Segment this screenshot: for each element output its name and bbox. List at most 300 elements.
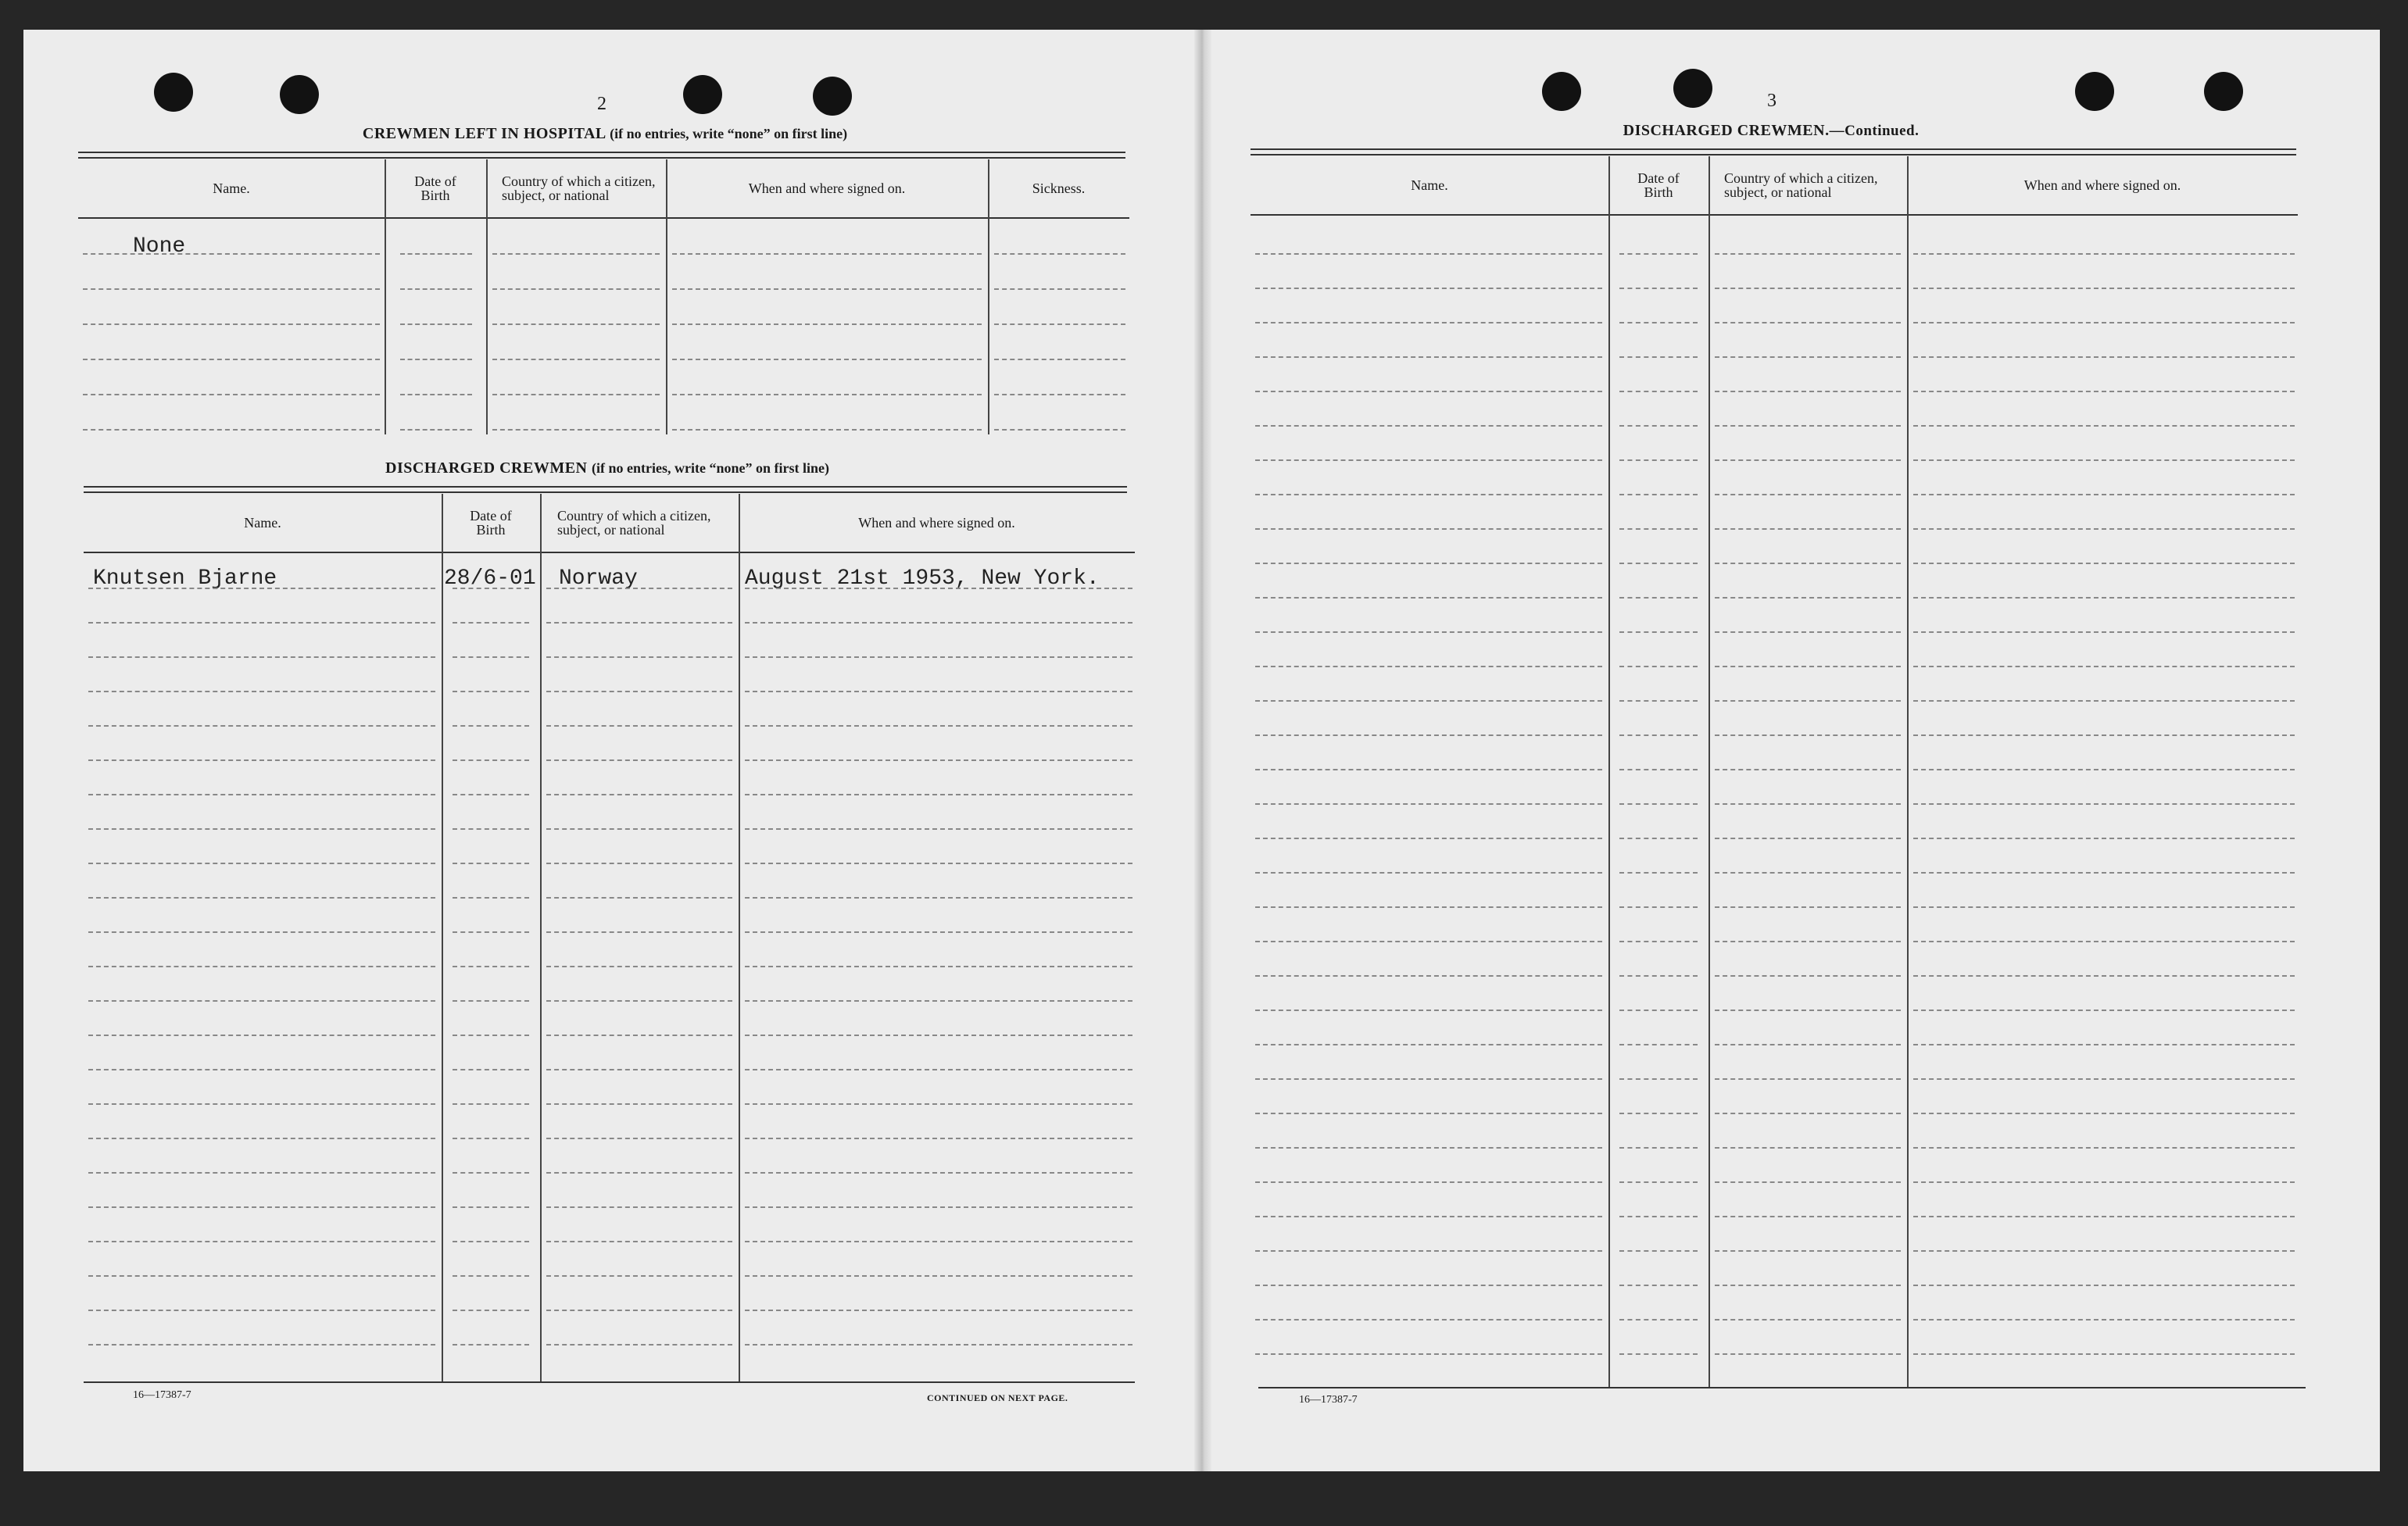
ruled-line: [1255, 563, 1602, 564]
ruled-line: [1619, 253, 1698, 255]
ruled-line: [1255, 597, 1602, 599]
ruled-line: [1715, 769, 1901, 770]
ruled-line: [1913, 838, 2295, 839]
col-header-sickness: Sickness.: [1032, 180, 1086, 196]
ruled-line: [453, 656, 529, 658]
ruled-line: [1255, 1181, 1602, 1183]
punch-hole: [1542, 72, 1581, 111]
ruled-line: [1255, 872, 1602, 874]
col-header-name: Name.: [1411, 177, 1448, 193]
ruled-line: [83, 359, 380, 360]
ruled-line: [1913, 459, 2295, 461]
ruled-line: [1619, 1181, 1698, 1183]
ruled-line: [88, 725, 435, 727]
ruled-line: [745, 1000, 1132, 1002]
ruled-line: [1255, 528, 1602, 530]
ruled-line: [1619, 1010, 1698, 1011]
ruled-line: [672, 323, 982, 325]
hospital-section-title: [363, 125, 847, 143]
ruled-line: [1913, 288, 2295, 289]
ruled-line: [400, 288, 472, 290]
page-number-right: 3: [1767, 91, 1776, 111]
ruled-line: [1715, 941, 1901, 942]
ruled-line: [1913, 253, 2295, 255]
ruled-line: [1715, 975, 1901, 977]
ruled-line: [88, 691, 435, 692]
ruled-line: [492, 394, 660, 395]
ruled-line: [1619, 459, 1698, 461]
ruled-line: [1255, 631, 1602, 633]
ruled-line: [83, 429, 380, 431]
ruled-line: [546, 1138, 732, 1139]
ruled-line: [88, 1206, 435, 1208]
column-divider: [1907, 156, 1909, 1387]
ruled-line: [1255, 1078, 1602, 1080]
ruled-line: [745, 1344, 1132, 1346]
ruled-line: [88, 1035, 435, 1036]
ruled-line: [1715, 700, 1901, 702]
ruled-line: [1715, 253, 1901, 255]
ruled-line: [1619, 1216, 1698, 1217]
ruled-line: [546, 725, 732, 727]
ruled-line: [83, 323, 380, 325]
ruled-line: [1913, 941, 2295, 942]
ruled-line: [1619, 391, 1698, 392]
column-divider: [1608, 156, 1610, 1387]
col-header-signed-on: When and where signed on.: [858, 515, 1015, 531]
ruled-line: [1255, 356, 1602, 358]
ruled-line: [88, 622, 435, 624]
ruled-line: [492, 359, 660, 360]
ruled-line: [1619, 666, 1698, 667]
ruled-line: [745, 1275, 1132, 1277]
ruled-line: [1913, 803, 2295, 805]
ruled-line: [88, 1344, 435, 1346]
ruled-line: [1715, 872, 1901, 874]
ruled-line: [745, 1069, 1132, 1070]
ruled-line: [1255, 1044, 1602, 1045]
hospital-entry-none: None: [133, 234, 186, 259]
column-divider: [385, 159, 386, 434]
ruled-line: [1619, 356, 1698, 358]
column-divider: [1708, 156, 1710, 1387]
ruled-line: [1619, 288, 1698, 289]
ruled-line: [1619, 425, 1698, 427]
ruled-line: [745, 656, 1132, 658]
ruled-line: [745, 691, 1132, 692]
ruled-line: [1619, 906, 1698, 908]
ruled-line: [1619, 1285, 1698, 1286]
ruled-line: [400, 323, 472, 325]
ruled-line: [1619, 1147, 1698, 1149]
column-divider: [666, 159, 667, 434]
ruled-line: [1913, 563, 2295, 564]
ruled-line: [745, 1035, 1132, 1036]
ruled-line: [492, 323, 660, 325]
ruled-line: [745, 588, 1132, 589]
ruled-line: [1913, 1044, 2295, 1045]
ruled-line: [1715, 1285, 1901, 1286]
ruled-line: [1619, 1078, 1698, 1080]
ruled-line: [492, 429, 660, 431]
ruled-line: [88, 588, 435, 589]
ruled-line: [1715, 322, 1901, 323]
ruled-line: [453, 1103, 529, 1105]
ruled-line: [1619, 734, 1698, 736]
continued-note: CONTINUED ON NEXT PAGE.: [927, 1392, 1068, 1403]
ruled-line: [546, 863, 732, 864]
ruled-line: [83, 288, 380, 290]
hospital-title-text: CREWMEN LEFT IN HOSPITAL: [362, 125, 606, 142]
ruled-line: [1913, 528, 2295, 530]
col-header-name: Name.: [244, 515, 281, 531]
header-underline: [78, 217, 1129, 219]
ruled-line: [1913, 975, 2295, 977]
punch-hole: [2075, 72, 2114, 111]
ruled-line: [1619, 563, 1698, 564]
column-divider: [988, 159, 989, 434]
left-bottom-rule: [84, 1381, 1135, 1383]
ruled-line: [1255, 1285, 1602, 1286]
ruled-line: [83, 394, 380, 395]
ruled-line: [745, 897, 1132, 899]
ruled-line: [1255, 734, 1602, 736]
ruled-line: [1619, 494, 1698, 495]
ruled-line: [546, 1000, 732, 1002]
column-divider: [442, 494, 443, 1381]
ruled-line: [1255, 459, 1602, 461]
ruled-line: [1255, 906, 1602, 908]
ruled-line: [1619, 941, 1698, 942]
ruled-line: [546, 1103, 732, 1105]
ruled-line: [88, 794, 435, 795]
discharged-title-note: (if no entries, write “none” on first line): [592, 460, 829, 476]
ruled-line: [546, 931, 732, 933]
discharged-section-title: [385, 459, 829, 477]
column-divider: [540, 494, 542, 1381]
ruled-line: [1255, 1353, 1602, 1355]
hospital-top-rule: [78, 152, 1125, 159]
ruled-line: [1913, 1285, 2295, 1286]
ruled-line: [88, 1172, 435, 1174]
ruled-line: [88, 1275, 435, 1277]
col-header-signed-on: When and where signed on.: [2023, 177, 2181, 193]
ruled-line: [88, 931, 435, 933]
ruled-line: [1913, 356, 2295, 358]
ruled-line: [1715, 838, 1901, 839]
ruled-line: [1255, 1319, 1602, 1321]
ruled-line: [1619, 1353, 1698, 1355]
col-header-dob: Date of Birth: [1637, 170, 1680, 200]
ruled-line: [672, 429, 982, 431]
ruled-line: [1715, 1010, 1901, 1011]
ruled-line: [745, 794, 1132, 795]
ruled-line: [1619, 1250, 1698, 1252]
ruled-line: [1913, 1353, 2295, 1355]
ruled-line: [1255, 494, 1602, 495]
ruled-line: [745, 1138, 1132, 1139]
form-number-left: 16—17387-7: [133, 1389, 191, 1401]
ruled-line: [745, 1241, 1132, 1242]
ruled-line: [1255, 838, 1602, 839]
ruled-line: [1715, 459, 1901, 461]
ruled-line: [672, 394, 982, 395]
ruled-line: [994, 323, 1125, 325]
ruled-line: [546, 1035, 732, 1036]
ruled-line: [994, 359, 1125, 360]
ruled-line: [1255, 1250, 1602, 1252]
ruled-line: [1255, 1147, 1602, 1149]
ruled-line: [1619, 1044, 1698, 1045]
ruled-line: [88, 1138, 435, 1139]
ruled-line: [492, 253, 660, 255]
punch-hole: [1673, 69, 1712, 108]
ruled-line: [1913, 322, 2295, 323]
ruled-line: [88, 828, 435, 830]
ruled-line: [546, 1069, 732, 1070]
ruled-line: [1255, 288, 1602, 289]
ruled-line: [546, 897, 732, 899]
ruled-line: [1715, 1181, 1901, 1183]
ruled-line: [745, 725, 1132, 727]
discharged-top-rule: [84, 486, 1127, 493]
ruled-line: [1913, 666, 2295, 667]
ruled-line: [546, 828, 732, 830]
ruled-line: [546, 691, 732, 692]
right-title-suffix: —Continued.: [1829, 123, 1920, 139]
ruled-line: [1715, 1250, 1901, 1252]
punch-hole: [280, 75, 319, 114]
punch-hole: [2204, 72, 2243, 111]
ruled-line: [1715, 425, 1901, 427]
ruled-line: [453, 1035, 529, 1036]
col-header-country: Country of which a citizen, subject, or national: [557, 508, 711, 538]
ruled-line: [672, 359, 982, 360]
ruled-line: [88, 1069, 435, 1070]
ruled-line: [88, 1103, 435, 1105]
ruled-line: [88, 759, 435, 761]
ruled-line: [453, 931, 529, 933]
ruled-line: [453, 897, 529, 899]
binding-fold: [1194, 30, 1211, 1471]
ruled-line: [1913, 1147, 2295, 1149]
ruled-line: [453, 1310, 529, 1311]
ruled-line: [672, 288, 982, 290]
ruled-line: [1715, 906, 1901, 908]
ruled-line: [1715, 288, 1901, 289]
column-divider: [739, 494, 740, 1381]
ruled-line: [453, 725, 529, 727]
ruled-line: [453, 1172, 529, 1174]
ruled-line: [1255, 666, 1602, 667]
ruled-line: [400, 359, 472, 360]
ruled-line: [88, 1310, 435, 1311]
ruled-line: [1913, 700, 2295, 702]
ruled-line: [453, 1344, 529, 1346]
ruled-line: [745, 931, 1132, 933]
ruled-line: [1913, 1319, 2295, 1321]
ruled-line: [1255, 700, 1602, 702]
ruled-line: [453, 691, 529, 692]
punch-hole: [154, 73, 193, 112]
header-underline: [1251, 214, 2298, 216]
ruled-line: [1913, 494, 2295, 495]
ruled-line: [546, 1344, 732, 1346]
ruled-line: [1619, 1319, 1698, 1321]
ruled-line: [546, 966, 732, 967]
ruled-line: [453, 1138, 529, 1139]
right-title-text: DISCHARGED CREWMEN.: [1623, 122, 1830, 139]
punch-hole: [813, 77, 852, 116]
ruled-line: [1619, 975, 1698, 977]
ruled-line: [1913, 597, 2295, 599]
ruled-line: [1913, 734, 2295, 736]
ruled-line: [745, 1103, 1132, 1105]
ruled-line: [1913, 1250, 2295, 1252]
ruled-line: [546, 1275, 732, 1277]
ruled-line: [1913, 631, 2295, 633]
col-header-signed-on: When and where signed on.: [748, 180, 906, 196]
ruled-line: [546, 1172, 732, 1174]
ruled-line: [1715, 666, 1901, 667]
ruled-line: [672, 253, 982, 255]
crewman-dob: 28/6-01: [444, 566, 536, 591]
ruled-line: [1913, 1113, 2295, 1114]
ruled-line: [1913, 1078, 2295, 1080]
ruled-line: [1913, 1181, 2295, 1183]
ruled-line: [546, 622, 732, 624]
ruled-line: [1913, 906, 2295, 908]
ruled-line: [400, 253, 472, 255]
ruled-line: [492, 288, 660, 290]
ruled-line: [546, 588, 732, 589]
ruled-line: [1619, 528, 1698, 530]
ruled-line: [1715, 1147, 1901, 1149]
ruled-line: [400, 394, 472, 395]
col-header-dob: Date of Birth: [414, 173, 456, 203]
ruled-line: [994, 394, 1125, 395]
col-header-country: Country of which a citizen, subject, or national: [502, 173, 656, 203]
ruled-line: [1913, 872, 2295, 874]
ruled-line: [453, 1241, 529, 1242]
ruled-line: [88, 656, 435, 658]
ruled-line: [1255, 425, 1602, 427]
ruled-line: [1715, 528, 1901, 530]
right-discharged-table: [1251, 156, 2298, 1387]
ruled-line: [1715, 803, 1901, 805]
ruled-line: [994, 288, 1125, 290]
ruled-line: [453, 966, 529, 967]
ruled-line: [453, 588, 529, 589]
ruled-line: [1255, 1216, 1602, 1217]
ruled-line: [745, 1172, 1132, 1174]
ruled-line: [453, 1069, 529, 1070]
ruled-line: [1255, 803, 1602, 805]
ruled-line: [1715, 1113, 1901, 1114]
ruled-line: [453, 828, 529, 830]
ruled-line: [1255, 322, 1602, 323]
ruled-line: [453, 1206, 529, 1208]
ruled-line: [453, 863, 529, 864]
discharged-table: [84, 494, 1135, 1381]
ruled-line: [1619, 803, 1698, 805]
ruled-line: [1619, 1113, 1698, 1114]
ruled-line: [453, 794, 529, 795]
ruled-line: [1913, 1010, 2295, 1011]
col-header-dob: Date of Birth: [470, 508, 512, 538]
column-divider: [486, 159, 488, 434]
header-underline: [84, 552, 1135, 553]
right-section-title: [1623, 122, 1920, 140]
ruled-line: [453, 1275, 529, 1277]
ruled-line: [745, 863, 1132, 864]
ruled-line: [1913, 425, 2295, 427]
ruled-line: [546, 759, 732, 761]
ruled-line: [1913, 769, 2295, 770]
right-bottom-rule: [1258, 1387, 2306, 1388]
ruled-line: [994, 253, 1125, 255]
ruled-line: [400, 429, 472, 431]
ruled-line: [745, 759, 1132, 761]
ruled-line: [1715, 563, 1901, 564]
ruled-line: [1255, 1113, 1602, 1114]
discharged-title-text: DISCHARGED CREWMEN: [385, 459, 588, 477]
crewman-signed-on: August 21st 1953, New York.: [745, 566, 1100, 591]
ruled-line: [1715, 1353, 1901, 1355]
ruled-line: [745, 1310, 1132, 1311]
ruled-line: [1255, 941, 1602, 942]
col-header-country: Country of which a citizen, subject, or national: [1724, 170, 1878, 200]
ruled-line: [1715, 734, 1901, 736]
ruled-line: [546, 1241, 732, 1242]
ruled-line: [1619, 322, 1698, 323]
ruled-line: [745, 1206, 1132, 1208]
ruled-line: [1715, 1216, 1901, 1217]
ruled-line: [1913, 391, 2295, 392]
ruled-line: [1619, 872, 1698, 874]
ruled-line: [88, 897, 435, 899]
ruled-line: [1715, 494, 1901, 495]
ruled-line: [88, 966, 435, 967]
ruled-line: [83, 253, 380, 255]
col-header-name: Name.: [213, 180, 250, 196]
ruled-line: [1715, 631, 1901, 633]
ruled-line: [453, 1000, 529, 1002]
ruled-line: [1715, 597, 1901, 599]
ruled-line: [453, 622, 529, 624]
ruled-line: [88, 1241, 435, 1242]
ruled-line: [994, 429, 1125, 431]
ruled-line: [1619, 700, 1698, 702]
right-top-rule: [1251, 148, 2296, 155]
ruled-line: [1715, 1078, 1901, 1080]
ruled-line: [546, 794, 732, 795]
hospital-title-note: (if no entries, write “none” on first line): [610, 126, 848, 141]
ruled-line: [1913, 1216, 2295, 1217]
crewman-country: Norway: [559, 566, 638, 591]
ruled-line: [1255, 253, 1602, 255]
ruled-line: [453, 759, 529, 761]
page-number-left: 2: [597, 94, 606, 114]
ruled-line: [1255, 769, 1602, 770]
crewman-name: Knutsen Bjarne: [93, 566, 277, 591]
hospital-table: [78, 159, 1129, 434]
ruled-line: [1715, 391, 1901, 392]
ruled-line: [546, 1310, 732, 1311]
ruled-line: [1715, 356, 1901, 358]
form-number-right: 16—17387-7: [1299, 1394, 1358, 1406]
ruled-line: [1715, 1319, 1901, 1321]
